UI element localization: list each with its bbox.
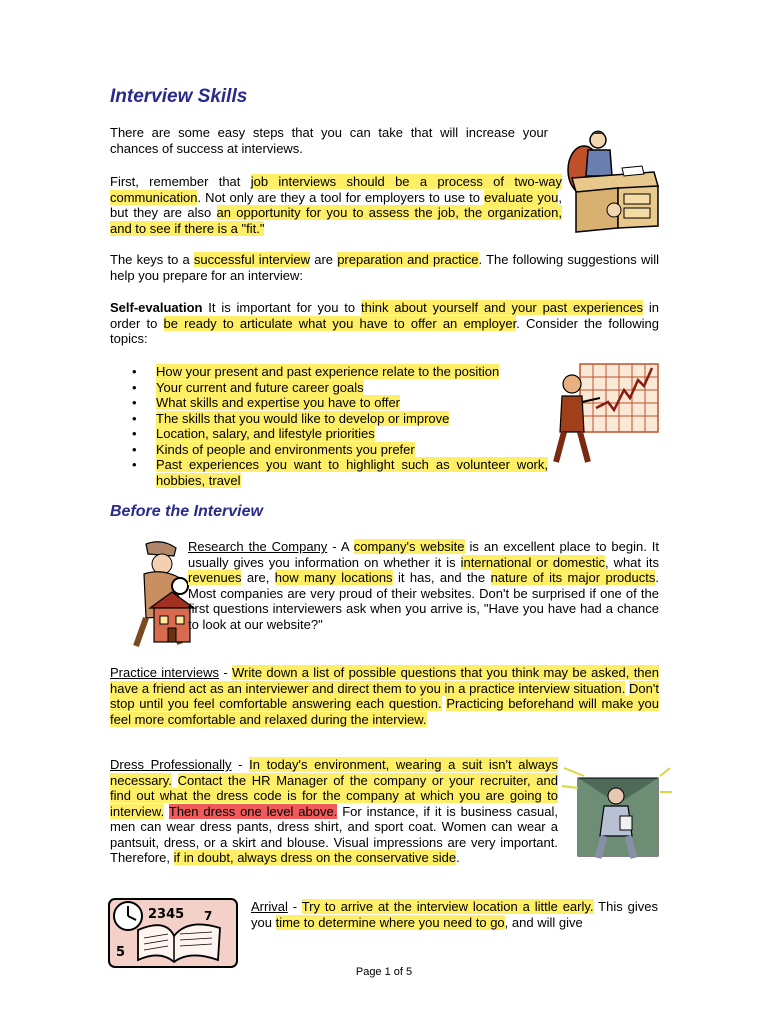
bullet: • <box>132 395 137 410</box>
list-item-text: Location, salary, and lifestyle priorities <box>156 426 375 441</box>
practice-label: Practice interviews <box>110 665 220 680</box>
arrival-paragraph <box>251 899 658 930</box>
highlight: Contact the HR Manager of the company or your recruiter, and find out what the dress code is for the company at which you are going to interview. <box>110 772 558 819</box>
highlight: think about yourself and your past experiences <box>360 300 644 315</box>
dress-label: Dress Professionally <box>110 757 232 772</box>
svg-text:7: 7 <box>204 909 213 923</box>
svg-text:5: 5 <box>116 945 126 960</box>
highlight: Try to arrive at the interview location a little early. <box>301 899 594 914</box>
highlight: nature of its major products <box>490 570 656 585</box>
highlight: preparation and practice <box>337 252 479 267</box>
text-segment <box>172 773 178 788</box>
bullet: • <box>132 410 137 426</box>
text-segment: are, <box>241 570 275 585</box>
arrival-label: Arrival <box>251 899 288 914</box>
text-segment: , but they are also <box>110 189 562 220</box>
first-paragraph <box>110 174 562 236</box>
dress-paragraph <box>110 757 558 866</box>
businessman-illustration <box>560 764 672 860</box>
list-item-text: How your present and past experience relate to the position <box>156 364 500 379</box>
text-segment: First, remember that <box>110 174 251 189</box>
text-segment: - <box>219 665 232 680</box>
list-item <box>110 426 548 442</box>
text-segment: - <box>287 899 302 914</box>
text-segment: For instance, if it is business casual, men can wear dress pants, dress shirt, and sport coat. Women can wear a pantsuit, dress, or a skirt and blouse. Visual impressions are very important. Therefore, <box>110 803 558 865</box>
bullet: • <box>132 441 137 457</box>
highlight-red: Then dress one level above. <box>168 803 338 819</box>
man-at-desk-illustration <box>562 128 662 238</box>
section-heading: Before the Interview <box>110 503 263 520</box>
intro-paragraph: There are some easy steps that you can take that will increase your chances of success at interviews. <box>110 125 548 156</box>
list-item <box>110 442 548 458</box>
self-evaluation-label: Self-evaluation <box>110 300 203 315</box>
text-segment: . The following suggestions will help you prepare for an interview: <box>110 252 659 283</box>
text-segment: in order to <box>110 300 659 331</box>
highlight: Practicing beforehand will make you feel more comfortable and relaxed during the interview. <box>110 696 660 727</box>
list-item <box>110 395 548 411</box>
highlight: In today's environment, wearing a suit isn't always necessary. <box>110 757 558 788</box>
highlight: job interviews should be a process of two-way communication <box>110 174 563 205</box>
text-segment: It is important for you to <box>202 300 361 315</box>
list-item <box>110 380 548 396</box>
self-evaluation-paragraph <box>110 300 659 347</box>
list-item <box>110 411 548 427</box>
clock-book-illustration <box>108 898 238 968</box>
text-segment: are <box>310 252 338 267</box>
bullet: • <box>132 457 137 472</box>
list-item-text: The skills that you would like to develop or improve <box>156 410 450 426</box>
text-segment: - <box>231 757 250 772</box>
presenter-chart-illustration <box>552 362 662 466</box>
highlight: Write down a list of possible questions that you think may be asked, then have a friend act as an interviewer and direct them to you in a practice interview situation. <box>110 665 659 696</box>
detective-house-illustration <box>106 538 200 650</box>
bullet: • <box>132 364 137 379</box>
list-item-text: Your current and future career goals <box>156 379 364 395</box>
text-segment: - A <box>327 539 354 554</box>
svg-text:2345: 2345 <box>148 907 185 922</box>
highlight: how many locations <box>274 570 393 585</box>
text-segment: it has, and the <box>392 570 491 585</box>
highlight: company's website <box>353 539 465 554</box>
text-segment: , and will give <box>504 914 583 930</box>
keys-paragraph <box>110 252 659 283</box>
highlight: revenues <box>188 570 242 585</box>
list-item-text: What skills and expertise you have to offer <box>156 395 400 410</box>
text-segment: The keys to a <box>110 252 194 267</box>
practice-paragraph <box>110 665 659 727</box>
research-label: Research the Company <box>188 539 328 554</box>
highlight: successful interview <box>193 252 311 267</box>
research-paragraph <box>188 539 659 632</box>
bullet: • <box>132 426 137 441</box>
highlight: if in doubt, always dress on the conservative side <box>173 850 457 865</box>
list-item-text: Past experiences you want to highlight such as volunteer work, hobbies, travel <box>156 457 548 488</box>
text-segment: is an excellent place to begin. It usually gives you information on whether it is <box>188 539 659 570</box>
highlight: be ready to articulate what you have to offer an employer <box>163 315 517 331</box>
highlight: time to determine where you need to go <box>275 914 505 930</box>
bullet: • <box>132 379 137 395</box>
text-segment: This gives you <box>251 899 658 930</box>
text-segment: , what its <box>604 554 660 570</box>
highlight: an opportunity for you to assess the job, the organization, and to see if there is a "fit." <box>110 205 562 236</box>
text-segment: . <box>456 850 460 865</box>
text-segment: . Consider the following topics: <box>110 315 659 346</box>
page-number: Page 1 of 5 <box>355 966 413 978</box>
topics-list <box>110 364 548 488</box>
list-item <box>110 364 548 380</box>
highlight: Don't stop until you feel comfortable answering each question. <box>110 680 659 711</box>
text-segment: . Not only are they a tool for employers to use to <box>197 189 485 205</box>
page-title: Interview Skills <box>110 86 248 107</box>
highlight: evaluate you <box>484 189 559 205</box>
list-item <box>110 457 548 488</box>
list-item-text: Kinds of people and environments you prefer <box>156 441 415 457</box>
highlight: international or domestic <box>460 554 605 570</box>
text-segment: . Most companies are very proud of their websites. Don't be surprised if one of the first questions interviewers ask when you arrive is, "Have you have had a chance to look at our website?" <box>188 570 659 632</box>
